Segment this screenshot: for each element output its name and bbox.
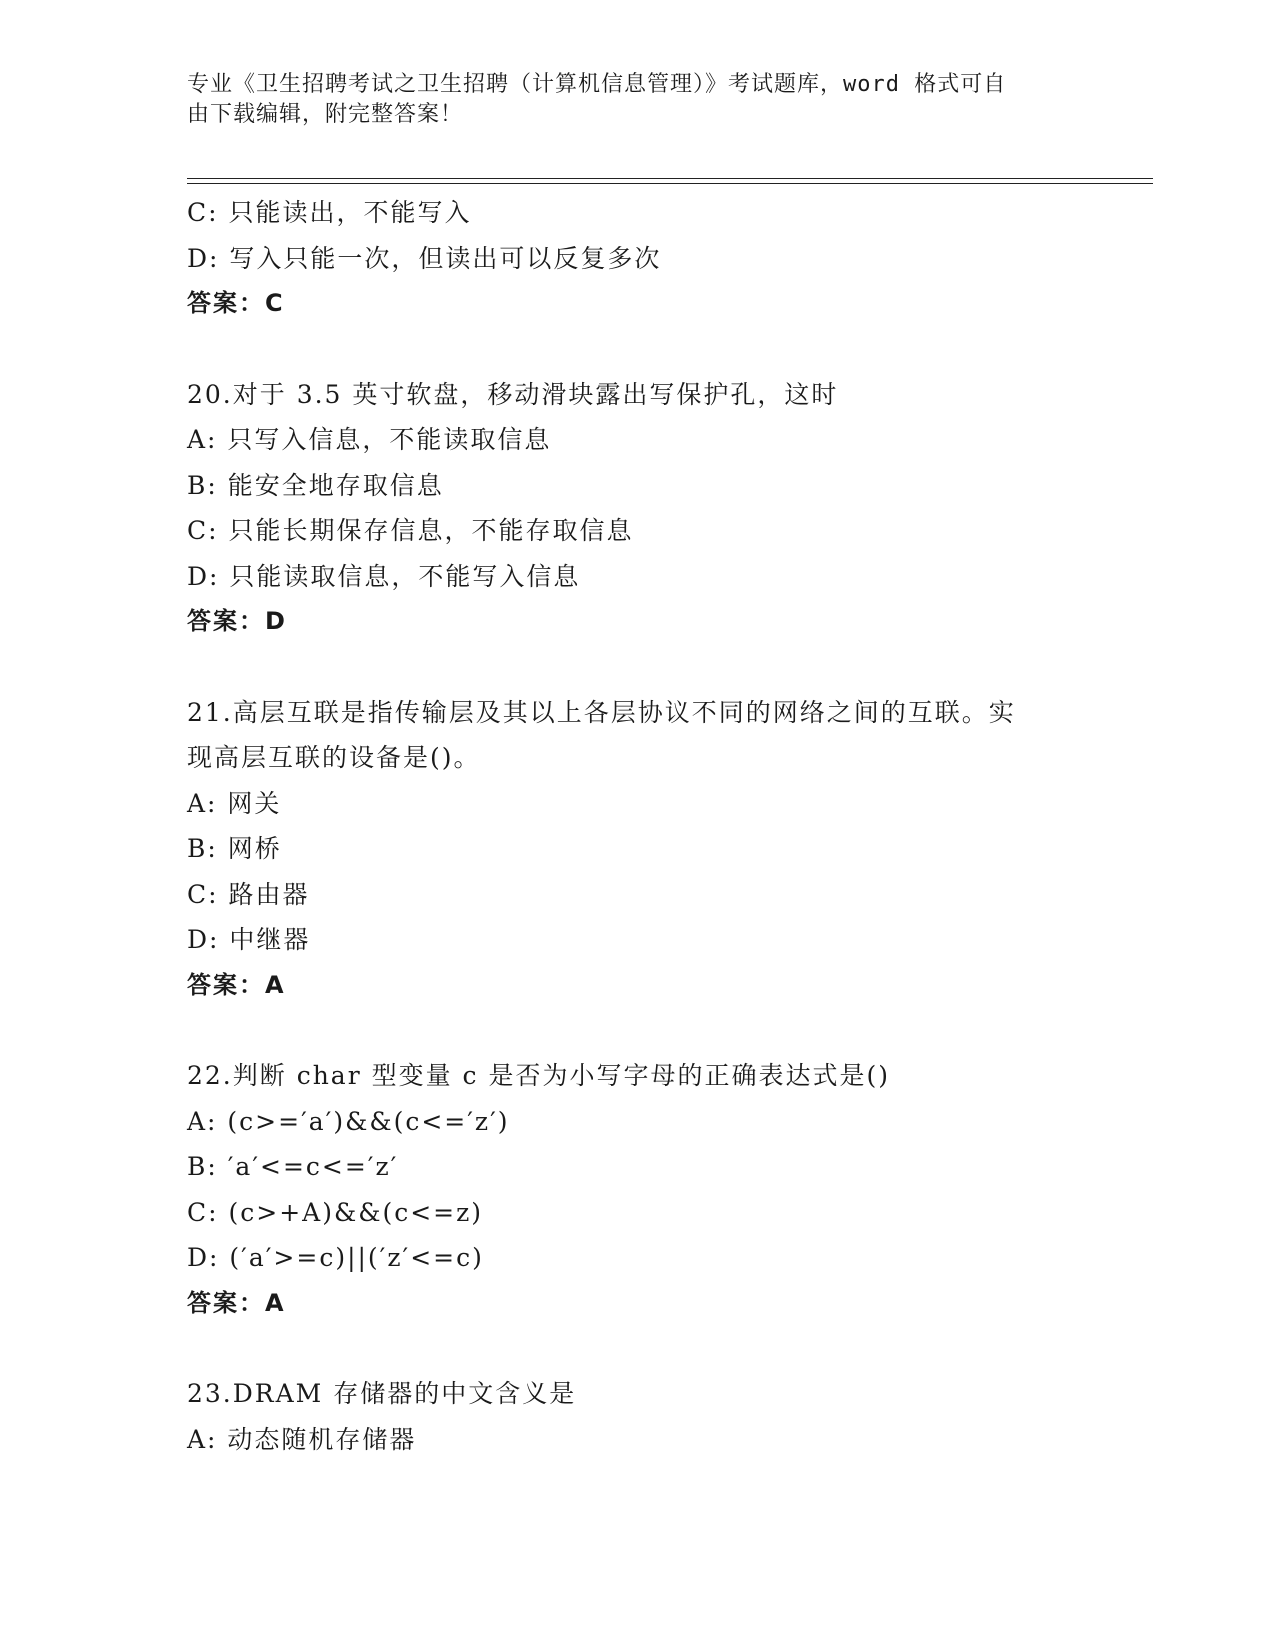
option-a: A: 网关 [187,788,282,818]
option-a: A: 只写入信息，不能读取信息 [187,425,552,454]
answer-line: 答案：C [187,289,285,317]
question-21 [187,690,1087,1009]
option-c: C: 路由器 [187,879,310,909]
option-d: D: 写入只能一次，但读出可以反复多次 [187,243,662,273]
document-header [187,70,1067,130]
answer-line: 答案：A [187,1288,286,1317]
question-23 [187,1371,1087,1462]
question-text: 22.判断 char 型变量 c 是否为小写字母的正确表达式是() [187,1061,891,1090]
header-line-2: 由下载编辑，附完整答案！ [187,102,464,127]
option-d: D: 只能读取信息，不能写入信息 [187,561,581,591]
question-text-continued: 现高层互联的设备是()。 [187,743,481,772]
header-line-1: 专业《卫生招聘考试之卫生招聘（计算机信息管理）》考试题库，word 格式可自 [187,72,1007,97]
option-b: B: 网桥 [187,834,282,863]
question-19-tail [187,190,1087,327]
option-a: A: 动态随机存储器 [187,1424,417,1454]
answer-line: 答案：A [187,970,286,999]
question-20 [187,372,1087,645]
question-text: 21.高层互联是指传输层及其以上各层协议不同的网络之间的互联。实 [187,697,1016,727]
option-a: A: (c>=′a′)&&(c<=′z′) [187,1106,510,1136]
option-b: B: ′a′<=c<=′z′ [187,1152,399,1181]
option-b: B: 能安全地存取信息 [187,470,444,500]
question-text: 20.对于 3.5 英寸软盘，移动滑块露出写保护孔，这时 [187,379,839,409]
option-c: C: 只能长期保存信息，不能存取信息 [187,516,634,545]
option-d: D: 中继器 [187,925,311,954]
question-list [187,190,1087,1462]
answer-line: 答案：D [187,607,287,635]
option-d: D: (′a′>=c)||(′z′<=c) [187,1243,484,1272]
option-c: C: 只能读出，不能写入 [187,198,472,227]
option-c: C: (c>+A)&&(c<=z) [187,1197,484,1227]
header-divider-bottom [187,183,1153,184]
header-divider-top [187,178,1153,179]
question-22 [187,1053,1087,1326]
question-text: 23.DRAM 存储器的中文含义是 [187,1379,577,1408]
